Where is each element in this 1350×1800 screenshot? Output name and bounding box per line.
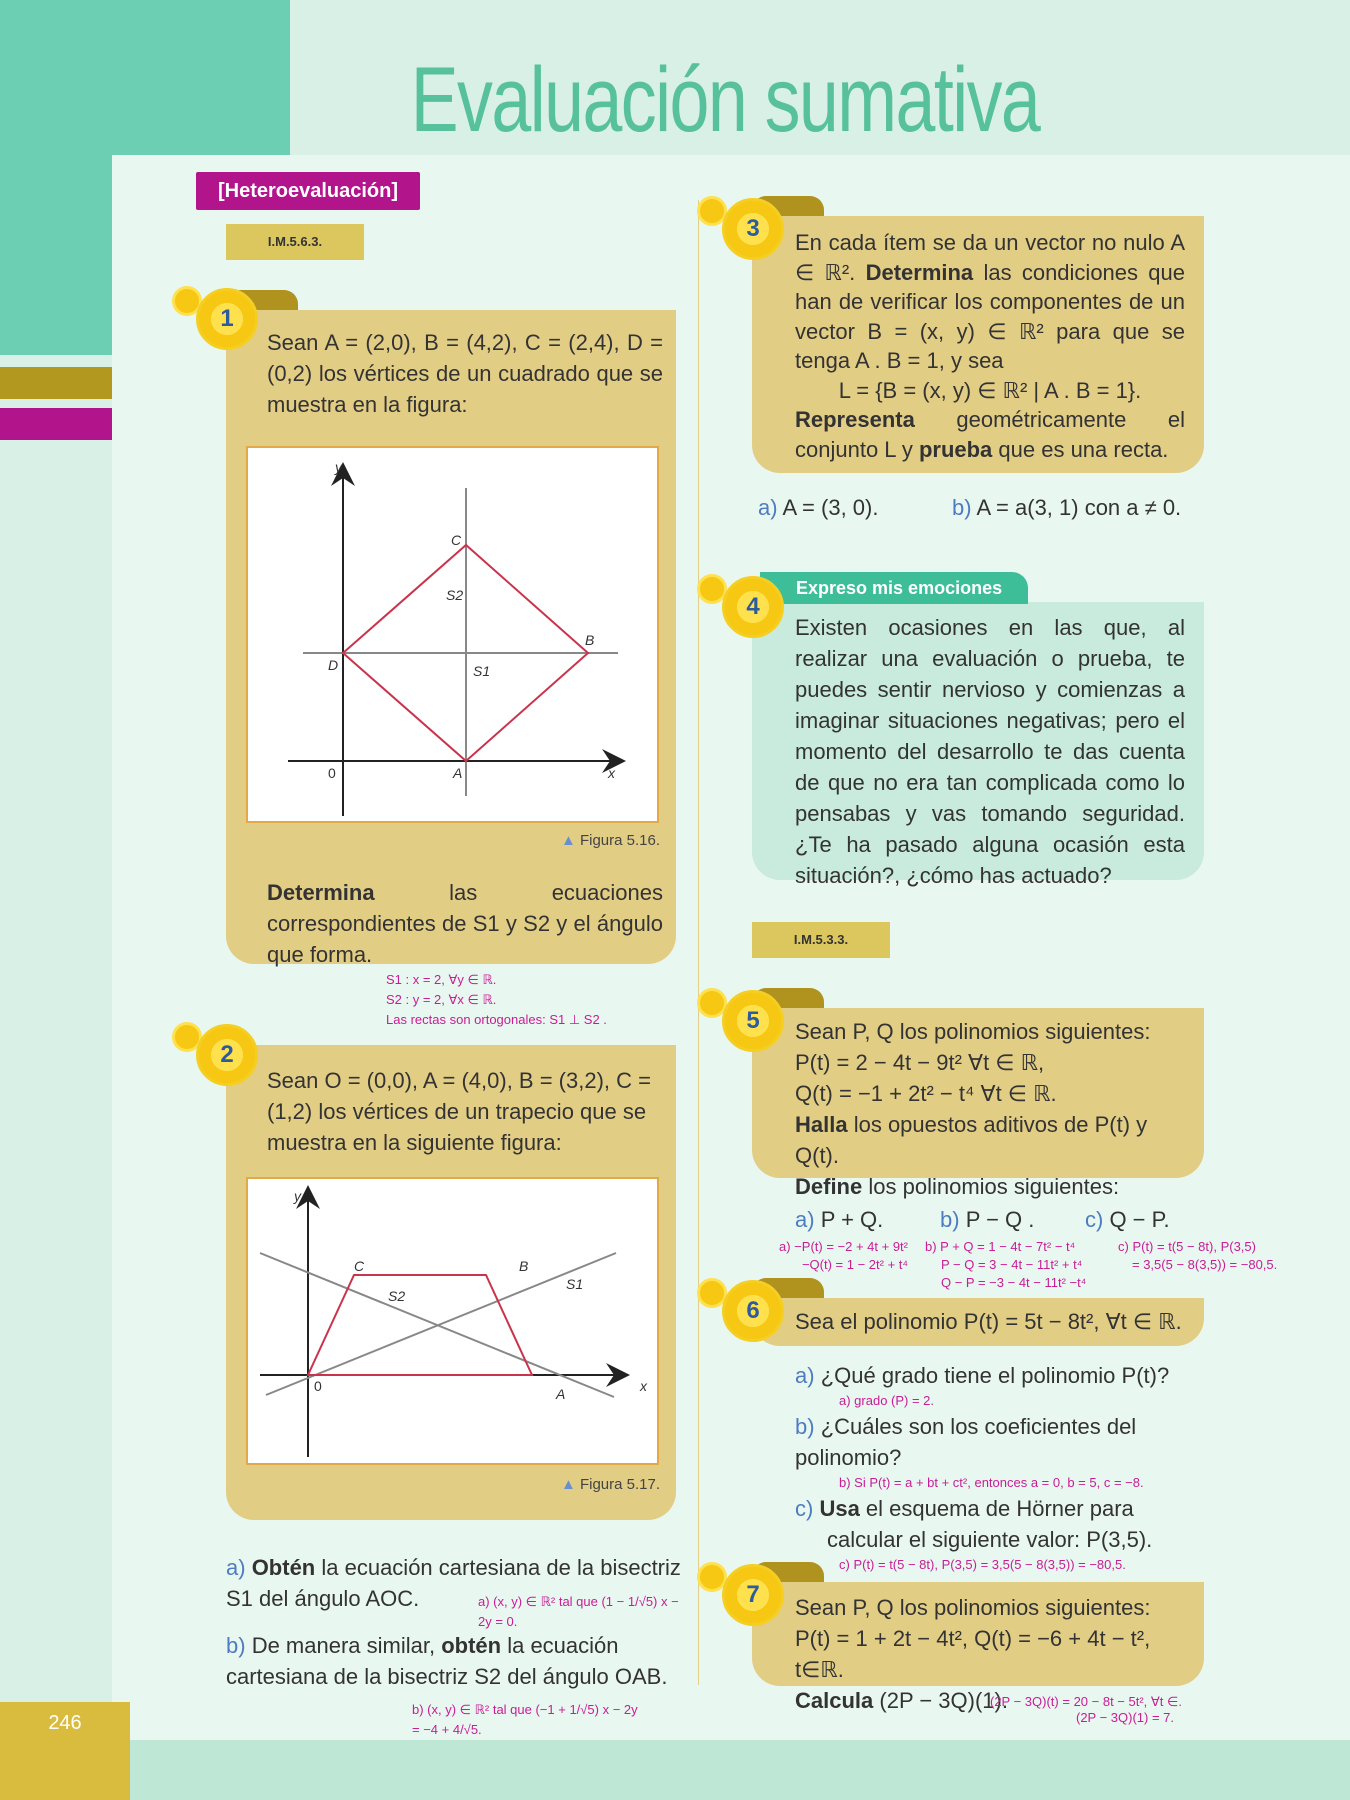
caption-triangle-icon: ▲ xyxy=(560,1476,580,1493)
side-band-olive xyxy=(0,367,112,399)
q5-answer-b-2: P − Q = 3 − 4t − 11t² + t⁴ xyxy=(941,1257,1083,1272)
q5-answer-c-2: = 3,5(5 − 8(3,5)) = −80,5. xyxy=(1132,1257,1278,1272)
q1-intro: Sean A = (2,0), B = (4,2), C = (2,4), D = (0,2) los vértices de un cuadrado que se muestra en la figura: xyxy=(267,330,663,417)
q3-text-1: En cada ítem se da un vector no nulo A ∈ ℝ². xyxy=(795,230,1185,285)
q5-a-text: P + Q. xyxy=(820,1207,884,1232)
q2-figure xyxy=(246,1177,659,1465)
q5-item-a xyxy=(795,1204,925,1235)
q5-line-2: P(t) = 2 − 4t − 9t² ∀t ∈ ℝ, xyxy=(795,1050,1045,1075)
q5-answer-b xyxy=(925,1238,1105,1292)
caption-triangle-icon: ▲ xyxy=(560,832,580,849)
q6-a-answer: a) grado (P) = 2. xyxy=(839,1393,935,1408)
section-label: [Heteroevaluación] xyxy=(196,172,420,210)
q5-line-3: Q(t) = −1 + 2t² − t⁴ ∀t ∈ ℝ. xyxy=(795,1081,1057,1106)
q5-item-b xyxy=(940,1204,1070,1235)
q1-caption-text: Figura 5.16. xyxy=(579,832,660,849)
q6-b-text: ¿Cuáles son los coeficientes del polinomio? xyxy=(795,1414,1137,1470)
q1-label-d: D xyxy=(328,657,339,673)
q3-b-text: A = a(3, 1) con a ≠ 0. xyxy=(976,495,1182,520)
q6-b-label: b) xyxy=(795,1414,815,1439)
q2-label-a: A xyxy=(556,1386,566,1402)
q1-answer-2: S2 : y = 2, ∀x ∈ ℝ. xyxy=(386,992,497,1007)
q2-caption-text: Figura 5.17. xyxy=(579,1476,660,1493)
skill-code-1: I.M.5.6.3. xyxy=(226,224,364,260)
q2-number-badge: 2 xyxy=(196,1024,258,1086)
q1-label-s1: S1 xyxy=(473,663,491,679)
q5-line-4: los opuestos aditivos de P(t) y Q(t). xyxy=(795,1112,1148,1168)
q7-line-1: Sean P, Q los polinomios siguientes: xyxy=(795,1595,1151,1620)
q3-formula: L = {B = (x, y) ∈ ℝ² | A . B = 1}. xyxy=(838,377,1142,403)
q7-answer-2: (2P − 3Q)(1) = 7. xyxy=(1076,1710,1175,1725)
q1-label-a: A xyxy=(453,765,463,781)
q3-item-a xyxy=(758,492,958,523)
q2-intro: Sean O = (0,0), A = (4,0), B = (3,2), C = (1,2) los vértices de un trapecio que se muestra en la siguiente figura: xyxy=(267,1068,651,1155)
q2-b-text: la ecuación cartesiana de la bisectriz S2 del ángulo OAB. xyxy=(226,1633,668,1689)
q5-answer-a-1: a) −P(t) = −2 + 4t + 9t² xyxy=(779,1239,908,1254)
q5-answer-b-1: b) P + Q = 1 − 4t − 7t² − t⁴ xyxy=(925,1239,1076,1254)
q5-bold-2: Define xyxy=(795,1174,863,1199)
q3-text-2: las condiciones que han de verificar los componentes de un vector B = (x, y) ∈ ℝ² para que se tenga A . B = 1, y sea xyxy=(795,259,1185,373)
skill-code-2: I.M.5.3.3. xyxy=(752,922,890,958)
q5-bold-1: Halla xyxy=(795,1112,848,1137)
q5-a-label: a) xyxy=(795,1207,815,1232)
q2-label-s1: S1 xyxy=(566,1276,584,1292)
q2-b-label: b) xyxy=(226,1633,246,1658)
q6-c-bold: Usa xyxy=(819,1496,860,1521)
q3-bold-3: prueba xyxy=(918,436,993,462)
q6-c-label: c) xyxy=(795,1496,814,1521)
q1-task xyxy=(267,877,663,970)
q7-answer-1: (2P − 3Q)(t) = 20 − 8t − 5t², ∀t ∈. xyxy=(990,1694,1182,1709)
q2-b-answer-2: = −4 + 4/√5. xyxy=(412,1722,482,1737)
q1-label-c: C xyxy=(451,532,462,548)
side-band-magenta xyxy=(0,408,112,440)
q1-number-badge: 1 xyxy=(196,288,258,350)
q2-item-b xyxy=(226,1630,682,1692)
q7-line-3: (2P − 3Q)(1). xyxy=(873,1688,1008,1713)
q2-a-bold: Obtén xyxy=(251,1555,316,1580)
q1-task-rest: las ecuaciones correspondientes de S1 y S2 y el ángulo que forma. xyxy=(267,880,663,967)
q1-label-s2: S2 xyxy=(446,587,464,603)
q6-number-badge: 6 xyxy=(722,1280,784,1342)
q6-items xyxy=(795,1360,1205,1575)
q2-label-origin: 0 xyxy=(314,1378,322,1394)
q3-a-label: a) xyxy=(758,495,778,520)
q2-a-answer: a) (x, y) ∈ ℝ² tal que (1 − 1/√5) x − 2y = 0. xyxy=(478,1594,679,1629)
q6-c-text: el esquema de Hörner para calcular el siguiente valor: P(3,5). xyxy=(827,1496,1153,1552)
q7-line-2: P(t) = 1 + 2t − 4t², Q(t) = −6 + 4t − t², t∈ℝ. xyxy=(795,1626,1151,1682)
q3-text-4: que es una recta. xyxy=(992,436,1169,462)
q2-label-b: B xyxy=(519,1258,529,1274)
q3-a-text: A = (3, 0). xyxy=(782,495,879,520)
q4-number-badge: 4 xyxy=(722,576,784,638)
q5-answer-c xyxy=(1118,1238,1288,1274)
q3-bold-2: Representa xyxy=(795,407,915,432)
column-divider xyxy=(698,200,699,1685)
q3-text-3: geométricamente el conjunto L y xyxy=(795,407,1185,462)
q5-c-label: c) xyxy=(1085,1207,1104,1232)
q7-bold: Calcula xyxy=(795,1688,874,1713)
q4-header: Expreso mis emociones xyxy=(760,572,1028,604)
q6-item-b xyxy=(795,1411,1205,1473)
q5-answer-a-2: −Q(t) = 1 − 2t² + t⁴ xyxy=(801,1257,908,1272)
q2-label-y: y xyxy=(294,1188,301,1204)
q2-a-text: la ecuación cartesiana de la bisectriz S1 del ángulo AOC. xyxy=(226,1555,681,1611)
q5-answer-b-3: Q − P = −3 − 4t − 11t² −t⁴ xyxy=(941,1275,1087,1290)
q5-line-1: Sean P, Q los polinomios siguientes: xyxy=(795,1019,1151,1044)
page-number: 246 xyxy=(48,1712,82,1734)
q1-label-x: x xyxy=(608,765,615,781)
bottom-band xyxy=(0,1740,1350,1800)
q6-item-a xyxy=(795,1360,1205,1391)
q5-b-text: P − Q . xyxy=(965,1207,1035,1232)
q3-statement xyxy=(795,228,1185,464)
q5-c-text: Q − P. xyxy=(1109,1207,1170,1232)
q2-a-label: a) xyxy=(226,1555,246,1580)
q2-label-c: C xyxy=(354,1258,365,1274)
q5-line-5: los polinomios siguientes: xyxy=(862,1174,1120,1199)
q5-answer-a xyxy=(758,1238,908,1274)
q1-task-bold: Determina xyxy=(267,880,375,905)
q2-b-bold: obtén xyxy=(441,1633,502,1658)
q2-b-pre: De manera similar, xyxy=(251,1633,442,1658)
q6-a-label: a) xyxy=(795,1363,815,1388)
q6-b-answer: b) Si P(t) = a + bt + ct², entonces a = 0, b = 5, c = −8. xyxy=(839,1475,1144,1490)
q1-label-y: y xyxy=(335,459,342,475)
q5-answer-c-1: c) P(t) = t(5 − 8t), P(3,5) xyxy=(1118,1239,1256,1254)
q1-answer-1: S1 : x = 2, ∀y ∈ ℝ. xyxy=(386,972,497,987)
q2-label-x: x xyxy=(640,1378,647,1394)
q7-answer xyxy=(990,1694,1240,1726)
q3-bold-1: Determina xyxy=(865,259,974,285)
q3-number-badge: 3 xyxy=(722,198,784,260)
q5-b-label: b) xyxy=(940,1207,960,1232)
q4-text: Existen ocasiones en las que, al realizar una evaluación o prueba, te puedes sentir nervioso y comienzas a imaginar situaciones negativas; pero el momento del desarrollo te das cuenta de que no era tan complicada como lo pensabas y vas tomando seguridad. ¿Te ha pasado alguna ocasión esta situación?, ¿cómo has actuado? xyxy=(795,615,1185,888)
q1-label-b: B xyxy=(585,632,595,648)
q1-caption xyxy=(560,832,660,849)
q3-b-label: b) xyxy=(952,495,972,520)
q2-trapezoid xyxy=(308,1275,532,1375)
q7-number-badge: 7 xyxy=(722,1564,784,1626)
q5-statement xyxy=(795,1016,1190,1202)
q2-label-s2: S2 xyxy=(388,1288,406,1304)
q2-caption xyxy=(560,1476,660,1493)
q2-b-answer-1: b) (x, y) ∈ ℝ² tal que (−1 + 1/√5) x − 2y xyxy=(412,1702,638,1717)
q1-figure-svg xyxy=(248,448,657,821)
q6-item-c xyxy=(795,1493,1205,1555)
q1-answer-3: Las rectas son ortogonales: S1 ⊥ S2 . xyxy=(386,1012,607,1027)
q6-a-text: ¿Qué grado tiene el polinomio P(t)? xyxy=(820,1363,1170,1388)
q2-figure-svg xyxy=(248,1179,657,1463)
q5-number-badge: 5 xyxy=(722,990,784,1052)
q6-c-answer: c) P(t) = t(5 − 8t), P(3,5) = 3,5(5 − 8(3,5)) = −80,5. xyxy=(839,1557,1126,1572)
q6-statement: Sea el polinomio P(t) = 5t − 8t², ∀t ∈ ℝ. xyxy=(795,1309,1182,1334)
q5-item-c xyxy=(1085,1204,1205,1235)
page-title: Evaluación sumativa xyxy=(410,49,1040,151)
q3-item-b xyxy=(952,492,1202,523)
q1-answers xyxy=(386,970,686,1030)
q1-label-origin: 0 xyxy=(328,765,336,781)
q2-b-answer xyxy=(412,1700,692,1740)
q1-figure xyxy=(246,446,659,823)
